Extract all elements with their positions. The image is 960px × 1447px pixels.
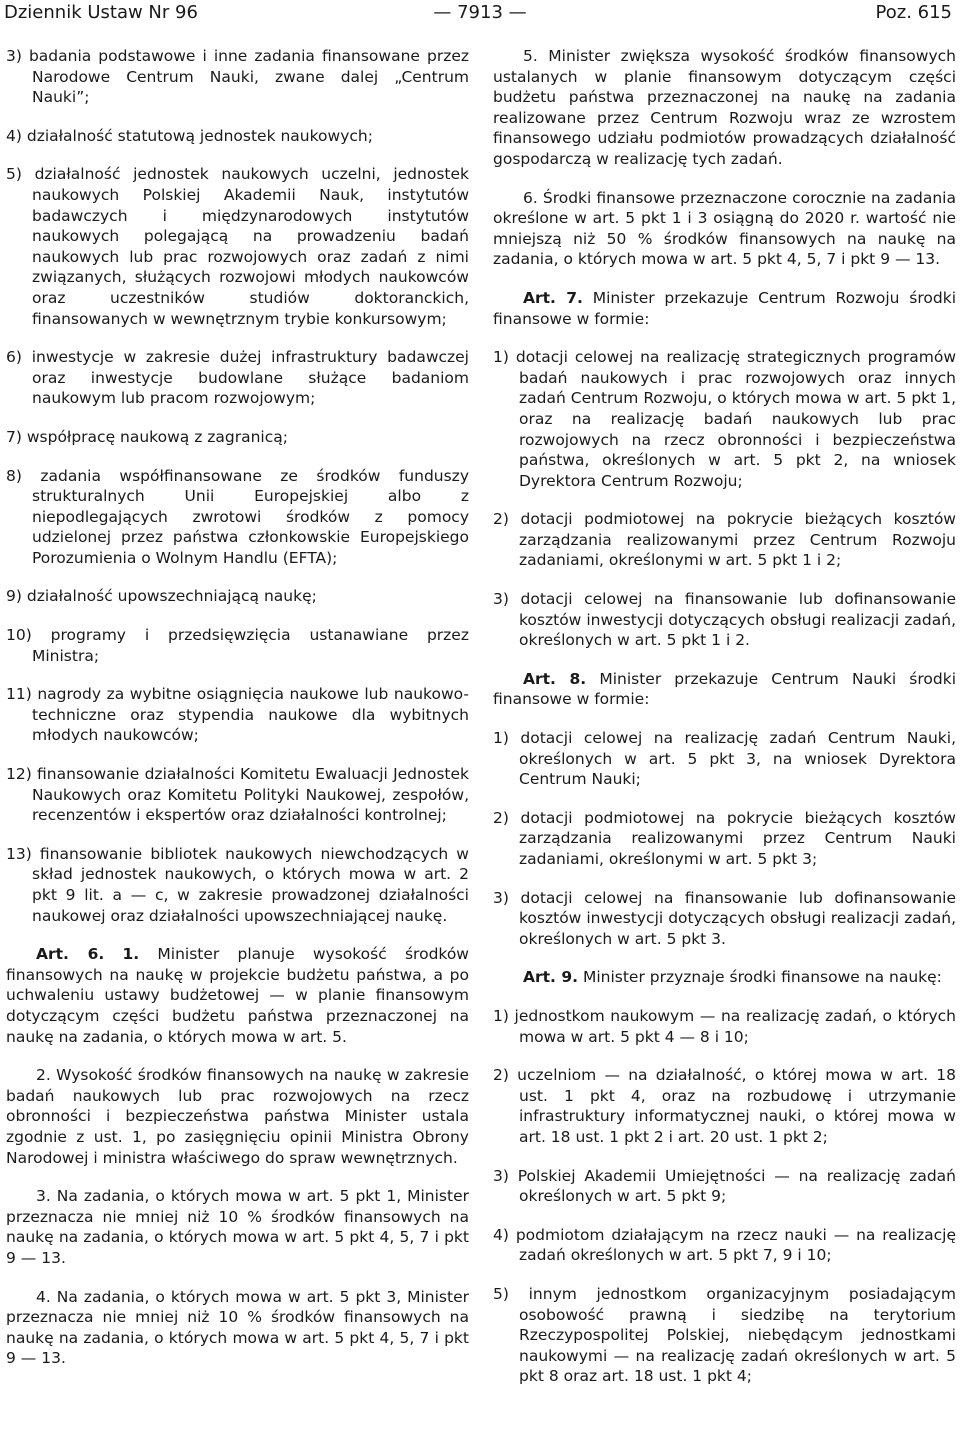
list-item: 7) współpracę naukową z zagranicą; xyxy=(6,427,288,446)
list-item: 10) programy i przedsięwzięcia ustanawiane przez Ministra; xyxy=(6,626,469,665)
right-column xyxy=(493,46,956,1405)
list-item: 11) nagrody za wybitne osiągnięcia naukowe lub naukowo-techniczne oraz stypendia naukowe dla wybitnych młodych naukowców; xyxy=(6,685,469,745)
art9-intro: Art. 9. Minister przyznaje środki finansowe na naukę: xyxy=(523,968,942,987)
list-item: 1) dotacji celowej na realizację zadań Centrum Nauki, określonych w art. 5 pkt 3, na wniosek Dyrektora Centrum Nauki; xyxy=(493,729,956,789)
list-item: 3) Polskiej Akademii Umiejętności — na realizację zadań określonych w art. 5 pkt 9; xyxy=(493,1166,956,1206)
list-item: 2) uczelniom — na działalność, o której mowa w art. 18 ust. 1 pkt 4, oraz na rozbudowę i utrzymanie infrastruktury informatycznej nauki, o której mowa w art. 18 ust. 1 pkt 2 i art. 20 ust. 1 pkt 2; xyxy=(493,1066,956,1146)
position-number: Poz. 615 xyxy=(875,2,952,23)
art7-intro: Art. 7. Minister przekazuje Centrum Rozwoju środki finansowe w formie: xyxy=(493,288,957,328)
list-item: 13) finansowanie bibliotek naukowych niewchodzących w skład jednostek naukowych, o których mowa w art. 2 pkt 9 lit. a — c, w zakresie prowadzonej działalności naukowej oraz działalności upowszechniającej naukę. xyxy=(6,844,469,925)
list-item: 2) dotacji podmiotowej na pokrycie bieżących kosztów zarządzania realizowanymi przez Centrum Rozwoju zadaniami, określonymi w art. 5 pkt 1 i 2; xyxy=(493,510,956,570)
art6-paragraph-4: 4. Na zadania, o których mowa w art. 5 pkt 3, Minister przeznacza nie mniej niż 10 % środków finansowych na naukę na zadania, o których mowa w art. 5 pkt 4, 5, 7 i pkt 9 — 13. xyxy=(6,1287,469,1368)
art6-p1-label: 1. xyxy=(122,945,140,964)
art6-paragraph-2: 2. Wysokość środków finansowych na naukę w zakresie badań naukowych lub prac rozwojowych na rzecz obronności i bezpieczeństwa państwa Minister ustala zgodnie z ust. 1, po zasięgnięciu opinii Ministra Obrony Narodowej i ministra właściwego do spraw wewnętrznych. xyxy=(6,1066,469,1167)
list-item: 2) dotacji podmiotowej na pokrycie bieżących kosztów zarządzania realizowanymi przez Centrum Nauki zadaniami, określonymi w art. 5 pkt 3; xyxy=(493,808,956,868)
art6-paragraph-5: 5. Minister zwiększa wysokość środków finansowych ustalanych w planie finansowym dotyczącym części budżetu państwa przeznaczonej na naukę na zadania realizowane przez Centrum Rozwoju wraz ze wzrostem finansowego udziału podmiotów prowadzących działalność gospodarczą w realizację tych zadań. xyxy=(493,47,956,168)
list-item: 1) jednostkom naukowym — na realizację zadań, o których mowa w art. 5 pkt 4 — 8 i 10; xyxy=(493,1006,956,1046)
list-item: 3) dotacji celowej na finansowanie lub dofinansowanie kosztów inwestycji dotyczących obsługi realizacji zadań, określonych w art. 5 pkt 1 i 2. xyxy=(493,590,956,650)
art8-heading: Art. 8. xyxy=(523,669,587,688)
art6-heading: Art. 6. xyxy=(36,945,105,964)
list-item: 4) działalność statutową jednostek naukowych; xyxy=(6,126,373,145)
art8-intro: Art. 8. Minister przekazuje Centrum Nauki środki finansowe w formie: xyxy=(493,669,957,709)
list-item: 5) innym jednostkom organizacyjnym posiadającym osobowość prawną i siedzibę na terytorium Rzeczypospolitej Polskiej, niebędącym jednostkami naukowymi — na realizację zadań określonych w art. 5 pkt 8 oraz art. 18 ust. 1 pkt 4; xyxy=(493,1284,956,1386)
list-item: 12) finansowanie działalności Komitetu Ewaluacji Jednostek Naukowych oraz Komitetu Polityki Naukowej, zespołów, recenzentów i ekspertów oraz działalności kontrolnej; xyxy=(6,765,469,825)
list-item: 5) działalność jednostek naukowych uczelni, jednostek naukowych Polskiej Akademii Nauk, instytutów badawczych i międzynarodowych instytutów naukowych polegającą na prowadzeniu badań naukowych lub prac rozwojowych oraz zadań z nimi związanych, służących rozwojowi młodych naukowców oraz uczestników studiów doktoranckich, finansowanych w wewnętrznym trybie konkursowym; xyxy=(6,165,469,328)
art7-heading: Art. 7. xyxy=(523,288,583,307)
left-column xyxy=(6,46,469,1387)
list-item: 4) podmiotom działającym na rzecz nauki — na realizację zadań określonych w art. 5 pkt 7, 9 i 10; xyxy=(493,1225,956,1265)
journal-title: Dziennik Ustaw Nr 96 xyxy=(4,2,198,23)
art6-paragraph-6: 6. Środki finansowe przeznaczone corocznie na zadania określone w art. 5 pkt 1 i 3 osiągną do 2020 r. wartość nie mniejszą niż 50 % środków finansowych na naukę na zadania, o których mowa w art. 5 pkt 4, 5, 7 i pkt 9 — 13. xyxy=(493,188,956,269)
list-item: 9) działalność upowszechniającą naukę; xyxy=(6,587,317,606)
art6-paragraph-1: Art. 6. 1. Minister planuje wysokość środków finansowych na naukę w projekcie budżetu państwa, a po uchwaleniu ustawy budżetowej — w planie finansowym dotyczącym części budżetu państwa przeznaczonej na naukę na zadania, o których mowa w art. 5. xyxy=(6,945,469,1046)
list-item: 6) inwestycje w zakresie dużej infrastruktury badawczej oraz inwestycje budowlane służące badaniom naukowym lub pracom rozwojowym; xyxy=(6,348,469,408)
list-item: 3) dotacji celowej na finansowanie lub dofinansowanie kosztów inwestycji dotyczących obsługi realizacji zadań, określonych w art. 5 pkt 3. xyxy=(493,888,956,948)
list-item: 1) dotacji celowej na realizację strategicznych programów badań naukowych i prac rozwojowych oraz innych zadań Centrum Rozwoju, o których mowa w art. 5 pkt 1, oraz na realizację badań naukowych lub prac rozwojowych na rzecz obronności i bezpieczeństwa państwa, określonych w art. 5 pkt 2, na wniosek Dyrektora Centrum Rozwoju; xyxy=(493,348,956,490)
page-header xyxy=(0,0,960,36)
page-number: — 7913 — xyxy=(433,2,527,23)
list-item: 3) badania podstawowe i inne zadania finansowane przez Narodowe Centrum Nauki, zwane dalej „Centrum Nauki”; xyxy=(6,47,469,107)
art9-heading: Art. 9. xyxy=(523,968,579,987)
list-item: 8) zadania współfinansowane ze środków funduszy strukturalnych Unii Europejskiej albo z niepodlegających zwrotowi środków z pomocy udzielonej przez państwa członkowskie Europejskiego Porozumienia o Wolnym Handlu (EFTA); xyxy=(6,466,469,567)
art6-paragraph-3: 3. Na zadania, o których mowa w art. 5 pkt 1, Minister przeznacza nie mniej niż 10 % środków finansowych na naukę na zadania, o których mowa w art. 5 pkt 4, 5, 7 i pkt 9 — 13. xyxy=(6,1187,469,1267)
